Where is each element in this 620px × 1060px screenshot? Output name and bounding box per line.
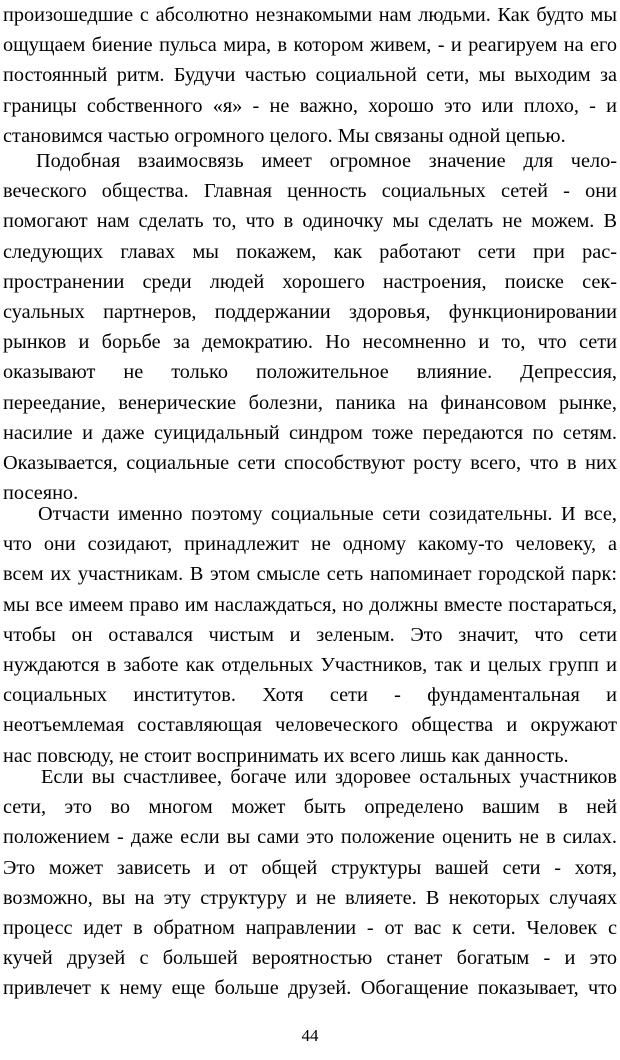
text-line: всем их участникам. В этом смысле сеть напоминает городской парк: xyxy=(3,563,617,586)
paragraph-3 xyxy=(3,499,617,771)
text-line: Если вы счастливее, богаче или здоровее остальных участников xyxy=(41,766,617,788)
text-line: насилие и даже суицидальный синдром тоже передаются по сетям. xyxy=(3,421,617,444)
text-line: становимся частью огромного целого. Мы связаны одной цепью. xyxy=(3,124,566,147)
text-line: мы все имеем право им наслаждаться, но должны вместе постараться, xyxy=(3,593,617,616)
text-line: произошедшие с абсолютно незнакомыми нам людьми. Как будто мы xyxy=(3,4,617,26)
text-line: привлечет к нему еще больше друзей. Обогащение показывает, что xyxy=(3,977,617,1000)
text-line: границы собственного «я» - не важно, хорошо это или плохо, - и xyxy=(3,94,617,117)
text-line: социальных институтов. Хотя сети - фундаментальная и xyxy=(3,684,617,707)
text-line: переедание, венерические болезни, паника на финансовом рынке, xyxy=(3,391,617,414)
text-line: помогают нам сделать то, что в одиночку мы сделать не можем. В xyxy=(3,210,617,233)
text-line: суальных партнеров, поддержании здоровья, функционировании xyxy=(3,300,617,323)
text-line: чтобы он оставался чистым и зеленым. Это значит, что сети xyxy=(3,623,617,646)
text-line: посеяно. xyxy=(3,482,79,505)
text-line: Отчасти именно поэтому социальные сети созидательны. И все, xyxy=(38,503,617,525)
text-line: ощущаем биение пульса мира, в котором живем, - и реагируем на его xyxy=(3,34,617,57)
text-line: оказывают не только положительное влияние. Депрессия, xyxy=(3,361,617,384)
text-line: рынков и борьбе за демократию. Но несомненно и то, что сети xyxy=(3,331,617,354)
text-line: что они созидают, принадлежит не одному какому-то человеку, а xyxy=(3,533,617,556)
text-line: Подобная взаимосвязь имеет огромное значение для чело- xyxy=(36,150,617,172)
text-line: нуждаются в заботе как отдельных Участников, так и целых групп и xyxy=(3,653,617,676)
paragraph-2 xyxy=(3,146,617,508)
text-line: возможно, вы на эту структуру и не влияете. В некоторых случаях xyxy=(3,886,617,909)
text-line: Оказывается, социальные сети способствуют росту всего, что в них xyxy=(3,451,617,474)
text-line: веческого общества. Главная ценность социальных сетей - они xyxy=(3,180,617,203)
text-line: сети, это во многом может быть определено вашим в ней xyxy=(3,796,617,819)
text-line: пространении среди людей хорошего настроения, поиске сек- xyxy=(3,270,617,293)
text-line: постоянный ритм. Будучи частью социальной сети, мы выходим за xyxy=(3,64,617,87)
text-line: процесс идет в обратном направлении - от вас к сети. Человек с xyxy=(3,916,617,939)
paragraph-1 xyxy=(3,0,617,151)
page-number: 44 xyxy=(301,1026,319,1045)
text-line: кучей друзей с большей вероятностью станет богатым - и это xyxy=(3,947,617,970)
text-line: положением - даже если вы сами это положение оценить не в силах. xyxy=(3,826,617,849)
text-line: нас повсюду, не стоит воспринимать их всего лишь как данность. xyxy=(3,744,569,767)
text-line: Это может зависеть и от общей структуры вашей сети - хотя, xyxy=(3,856,617,879)
text-line: следующих главах мы покажем, как работают сети при рас- xyxy=(3,240,617,263)
text-line: неотъемлемая составляющая человеческого общества и окружают xyxy=(3,714,617,737)
paragraph-4 xyxy=(3,762,617,1004)
